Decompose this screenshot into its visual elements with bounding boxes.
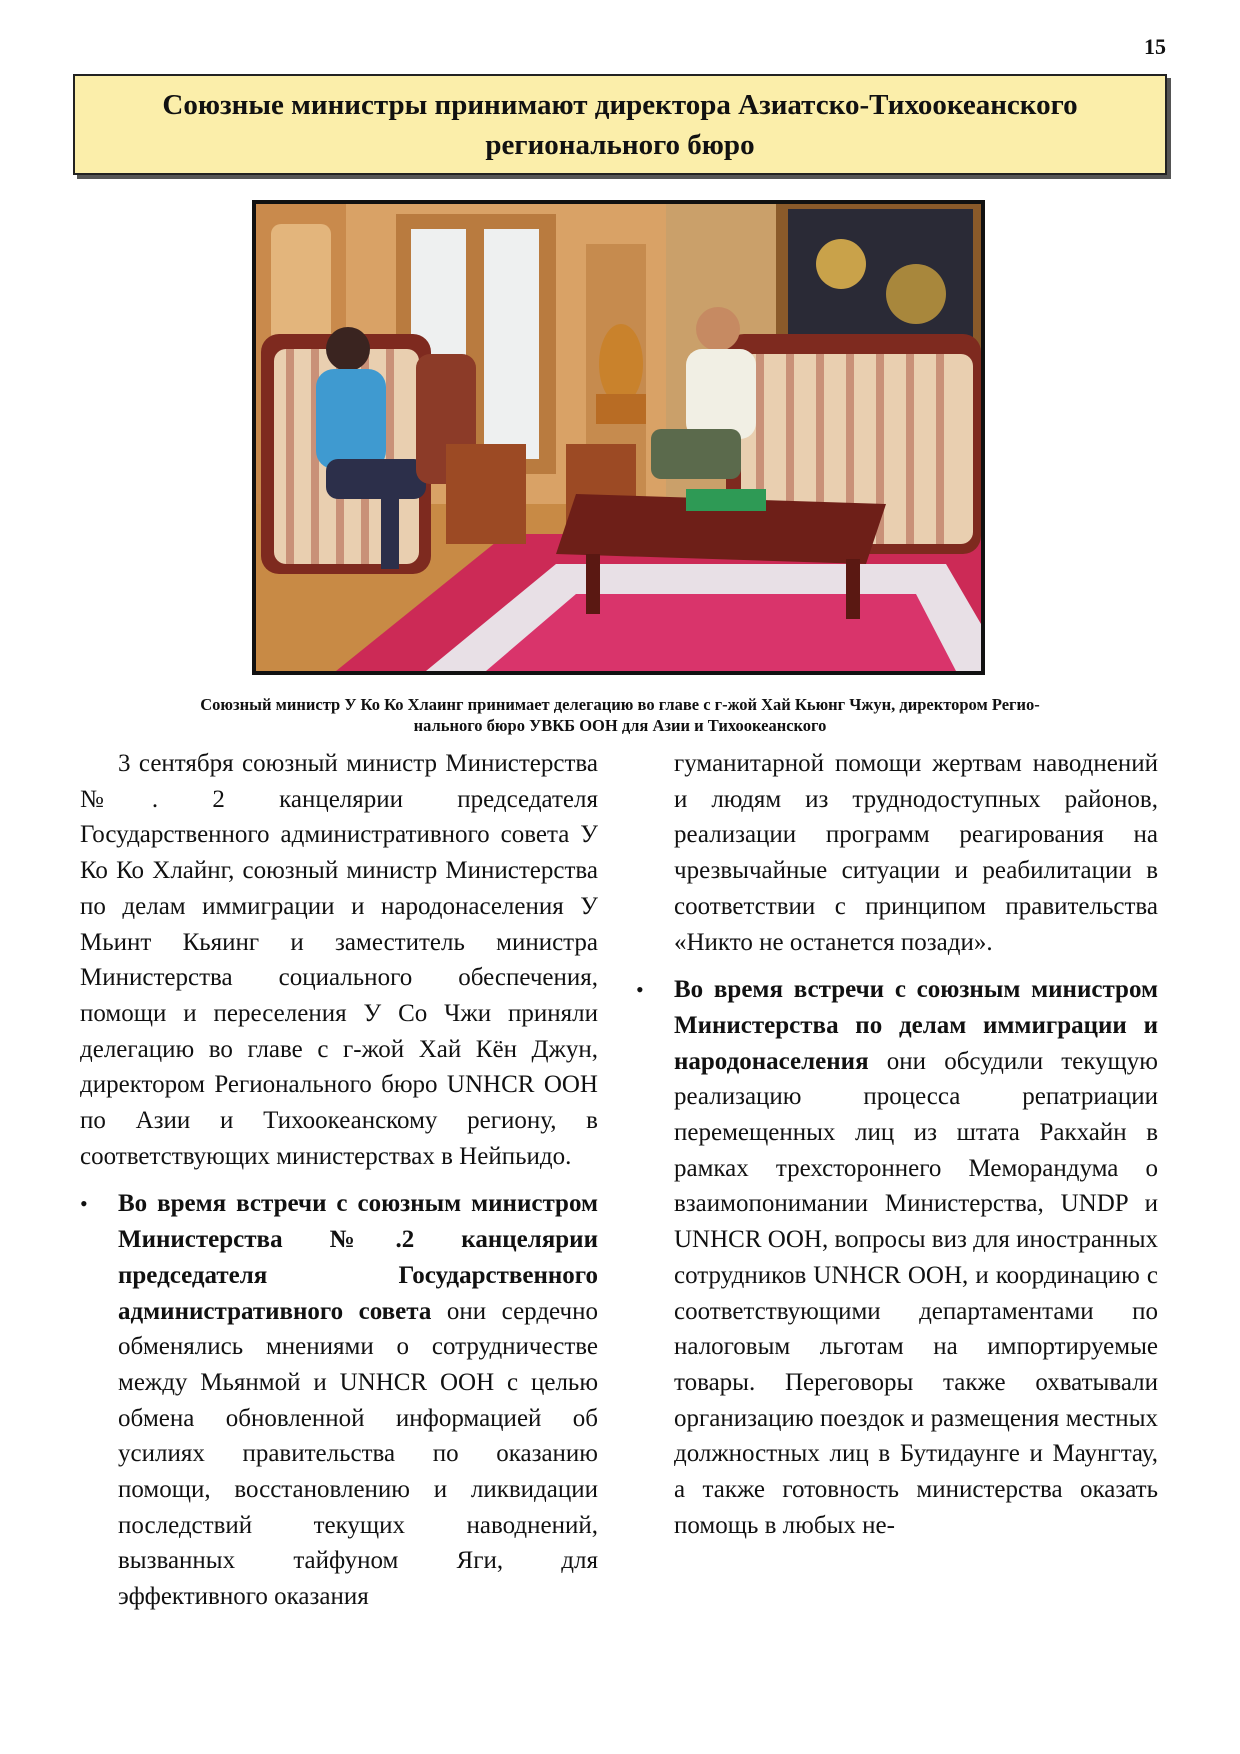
meeting-photo: [252, 200, 985, 675]
bullet-heading: Во время встречи с союзным министром Министерства по делам иммиграции и народонаселения: [674, 976, 1158, 1075]
title-banner: [73, 74, 1167, 175]
bullet-paragraph: [80, 1186, 598, 1614]
bullet-heading: Во время встречи с союзным министром Министерства №.2 канцелярии председателя Государственного административного совета: [118, 1190, 598, 1325]
photo-caption: [80, 694, 1160, 736]
bullet-icon: •: [80, 1191, 88, 1217]
page-number: 15: [1144, 34, 1166, 59]
photo-caption-line: Союзный министр У Ко Ко Хлаинг принимает делегацию во главе с г-жой Хай Кьюнг Чжун, директором Регио-: [200, 695, 1040, 714]
continued-paragraph: гуманитарной помощи жертвам наводнений и людям из труднодоступных районов, реализации программ реагирования на чрезвычайные ситуации и реабилитации в соответствии с принципом правительства «Никто не останется позади».: [674, 750, 1158, 956]
meeting-photo-illustration: [256, 204, 981, 671]
bullet-body: они обсудили текущую реализацию процесса репатриации перемещенных лиц из штата Ракхайн в рамках трехстороннего Меморандума о взаимопонимании Министерства, UNDP и UNHCR ООН, вопросы виз для иностранных сотрудников UNHCR ООН, и координацию с соответствующими департаментами по налоговым льготам на импортируемые товары. Переговоры также охватывали организацию поездок и размещения местных должностных лиц в Бутидаунге и Маунгтау, а также готовность министерства оказать помощь в любых не-: [674, 1047, 1158, 1539]
intro-paragraph: 3 сентября союзный министр Министерства №. 2 канцелярии председателя Государственного административного совета У Ко Ко Хлайнг, союзный министр Министерства по делам иммиграции и народонаселения У Мьинт Кьяинг и заместитель министра Министерства социального обеспечения, помощи и переселения У Со Чжи приняли делегацию во главе с г-жой Хай Кён Джун, директором Регионального бюро UNHCR ООН по Азии и Тихоокеанскому региону, в соответствующих министерствах в Нейпьидо.: [80, 750, 598, 1170]
right-column: [636, 746, 1158, 1543]
bullet-body: они сердечно обменялись мнениями о сотрудничестве между Мьянмой и UNHCR ООН с целью обмена обновленной информацией об усилиях правительства по оказанию помощи, восстановлению и ликвидации последствий текущих наводнений, вызванных тайфуном Яги, для эффективного оказания: [118, 1297, 598, 1611]
left-column: [80, 746, 598, 1615]
photo-caption-line: нального бюро УВКБ ООН для Азии и Тихоокеанского: [413, 716, 827, 735]
bullet-icon: •: [636, 977, 644, 1003]
page-title: Союзные министры принимают директора Азиатско-Тихоокеанского регионального бюро: [162, 88, 1078, 161]
bullet-paragraph: [636, 972, 1158, 1543]
